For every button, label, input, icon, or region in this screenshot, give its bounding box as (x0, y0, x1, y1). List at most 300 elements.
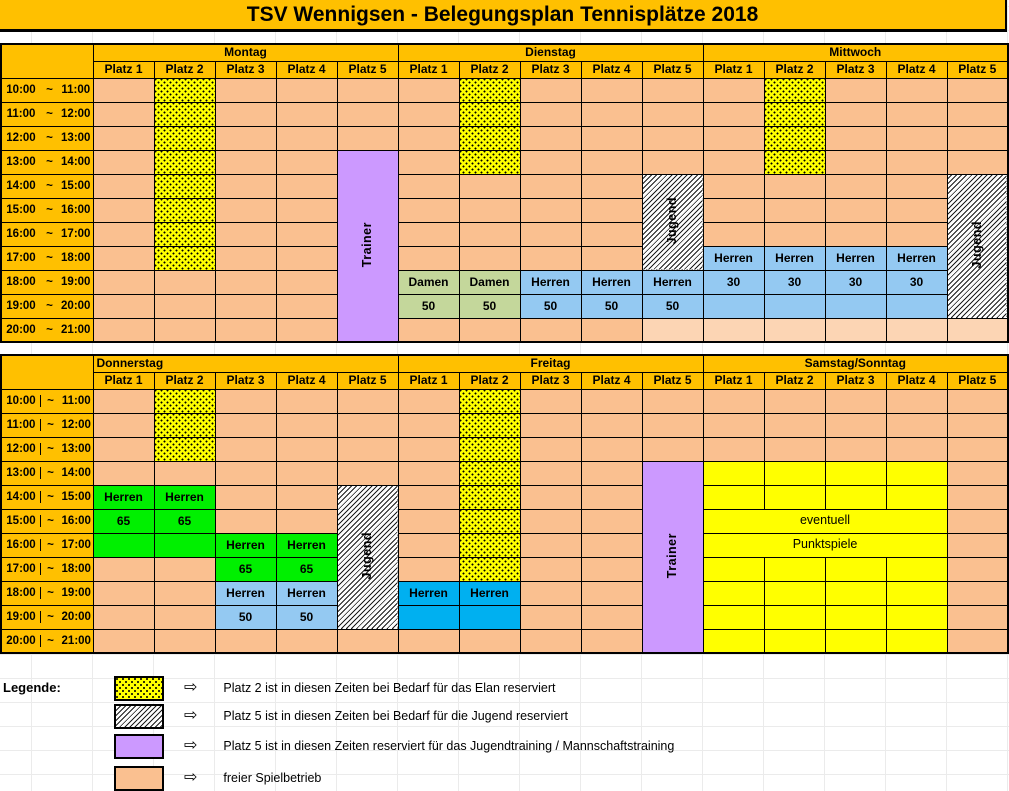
dienstag-platz1-r7[interactable] (398, 246, 459, 270)
dienstag-platz2-r7[interactable] (459, 246, 520, 270)
dienstag-platz4-r2[interactable] (581, 126, 642, 150)
montag-platz1-r9[interactable] (93, 294, 154, 318)
montag-platz2-r2[interactable] (154, 126, 215, 150)
freitag-platz3-r0[interactable] (520, 389, 581, 413)
time-label-1700[interactable]: 17:00 ~ 18:00 (1, 557, 93, 581)
time-label-1100[interactable]: 11:00 ~ 12:00 (1, 102, 93, 126)
dienstag-platz4-r6[interactable] (581, 222, 642, 246)
montag-platz2-r10[interactable] (154, 318, 215, 342)
dienstag-platz1-r10[interactable] (398, 318, 459, 342)
montag-platz4-r9[interactable] (276, 294, 337, 318)
mittwoch-platz3-r2[interactable] (825, 126, 886, 150)
samstag-sonntag-platz4-r3[interactable] (886, 461, 947, 485)
dienstag-platz2-r10[interactable] (459, 318, 520, 342)
freitag-platz2-r3[interactable] (459, 461, 520, 485)
montag-platz1-r4[interactable] (93, 174, 154, 198)
platz-header-mittwoch-2[interactable]: Platz 2 (764, 61, 825, 78)
freitag-platz1-r10[interactable] (398, 629, 459, 653)
montag-platz4-r2[interactable] (276, 126, 337, 150)
time-label-1000[interactable]: 10:00 ~ 11:00 (1, 78, 93, 102)
donnerstag-platz1-r6[interactable] (93, 533, 154, 557)
samstag-sonntag-platz4-r8[interactable] (886, 581, 947, 605)
samstag-sonntag-platz2-r10[interactable] (764, 629, 825, 653)
freitag-platz2-r1[interactable] (459, 413, 520, 437)
montag-platz5-r2[interactable] (337, 126, 398, 150)
samstag-sonntag-platz3-r9[interactable] (825, 605, 886, 629)
platz-header-freitag-5[interactable]: Platz 5 (642, 372, 703, 389)
freitag-platz1-r3[interactable] (398, 461, 459, 485)
samstag-sonntag-platz4-r10[interactable] (886, 629, 947, 653)
platz-header-dienstag-4[interactable]: Platz 4 (581, 61, 642, 78)
day-header-montag[interactable]: Montag (93, 44, 398, 61)
platz-header-freitag-3[interactable]: Platz 3 (520, 372, 581, 389)
mittwoch-platz3-r9[interactable] (825, 294, 886, 318)
platz-header-dienstag-3[interactable]: Platz 3 (520, 61, 581, 78)
freitag-platz3-r5[interactable] (520, 509, 581, 533)
donnerstag-platz1-r4[interactable] (93, 485, 154, 509)
day-header-donnerstag[interactable]: Donnerstag (93, 355, 398, 372)
donnerstag-platz3-r8[interactable] (215, 581, 276, 605)
freitag-platz1-r9[interactable] (398, 605, 459, 629)
donnerstag-platz5-r0[interactable] (337, 389, 398, 413)
dienstag-platz5-r1[interactable] (642, 102, 703, 126)
donnerstag-platz1-r2[interactable] (93, 437, 154, 461)
freitag-platz2-r5[interactable] (459, 509, 520, 533)
time-label-1600[interactable]: 16:00 ~ 17:00 (1, 533, 93, 557)
montag-platz1-r1[interactable] (93, 102, 154, 126)
samstag-sonntag-platz3-r2[interactable] (825, 437, 886, 461)
samstag-sonntag-platz3-r7[interactable] (825, 557, 886, 581)
mittwoch-platz3-r6[interactable] (825, 222, 886, 246)
time-label-1200[interactable]: 12:00 ~ 13:00 (1, 437, 93, 461)
montag-platz4-r5[interactable] (276, 198, 337, 222)
montag-platz3-r9[interactable] (215, 294, 276, 318)
platz-header-montag-2[interactable]: Platz 2 (154, 61, 215, 78)
freitag-platz4-r5[interactable] (581, 509, 642, 533)
dienstag-platz2-r6[interactable] (459, 222, 520, 246)
platz-header-montag-3[interactable]: Platz 3 (215, 61, 276, 78)
mittwoch-platz4-r10[interactable] (886, 318, 947, 342)
mittwoch-platz5-r1[interactable] (947, 102, 1008, 126)
donnerstag-platz3-r4[interactable] (215, 485, 276, 509)
mittwoch-platz2-r1[interactable] (764, 102, 825, 126)
dienstag-platz2-r4[interactable] (459, 174, 520, 198)
montag-platz3-r3[interactable] (215, 150, 276, 174)
samstag-sonntag-platz1-r0[interactable] (703, 389, 764, 413)
freitag-platz4-r1[interactable] (581, 413, 642, 437)
day-header-mittwoch[interactable]: Mittwoch (703, 44, 1008, 61)
montag-platz3-r8[interactable] (215, 270, 276, 294)
samstag-sonntag-platz3-r3[interactable] (825, 461, 886, 485)
platz-header-mittwoch-1[interactable]: Platz 1 (703, 61, 764, 78)
time-label-1800[interactable]: 18:00 ~ 19:00 (1, 581, 93, 605)
time-label-1500[interactable]: 15:00 ~ 16:00 (1, 509, 93, 533)
dienstag-platz1-r2[interactable] (398, 126, 459, 150)
samstag-sonntag-platz5-r2[interactable] (947, 437, 1008, 461)
donnerstag-platz1-r3[interactable] (93, 461, 154, 485)
freitag-platz3-r9[interactable] (520, 605, 581, 629)
donnerstag-platz1-r1[interactable] (93, 413, 154, 437)
time-label-1000[interactable]: 10:00 ~ 11:00 (1, 389, 93, 413)
montag-platz4-r4[interactable] (276, 174, 337, 198)
mittwoch-platz4-r4[interactable] (886, 174, 947, 198)
montag-platz2-r5[interactable] (154, 198, 215, 222)
mittwoch-platz2-r6[interactable] (764, 222, 825, 246)
samstag-sonntag-platz5-r4[interactable] (947, 485, 1008, 509)
time-label-1600[interactable]: 16:00 ~ 17:00 (1, 222, 93, 246)
freitag-platz2-r0[interactable] (459, 389, 520, 413)
montag-platz5-r0[interactable] (337, 78, 398, 102)
mittwoch-platz1-r10[interactable] (703, 318, 764, 342)
montag-platz4-r6[interactable] (276, 222, 337, 246)
mittwoch-platz5-r10[interactable] (947, 318, 1008, 342)
samstag-sonntag-platz1-r4[interactable] (703, 485, 764, 509)
dienstag-platz4-r1[interactable] (581, 102, 642, 126)
platz-header-dienstag-5[interactable]: Platz 5 (642, 61, 703, 78)
montag-platz1-r10[interactable] (93, 318, 154, 342)
montag-platz3-r6[interactable] (215, 222, 276, 246)
donnerstag-platz4-r9[interactable] (276, 605, 337, 629)
platz-header-donnerstag-4[interactable]: Platz 4 (276, 372, 337, 389)
dienstag-platz3-r3[interactable] (520, 150, 581, 174)
donnerstag-platz4-r8[interactable] (276, 581, 337, 605)
samstag-sonntag-platz1-r1[interactable] (703, 413, 764, 437)
mittwoch-platz1-r7[interactable] (703, 246, 764, 270)
samstag-sonntag-platz2-r9[interactable] (764, 605, 825, 629)
samstag-sonntag-platz2-r1[interactable] (764, 413, 825, 437)
platz-header-samstag-sonntag-1[interactable]: Platz 1 (703, 372, 764, 389)
mittwoch-platz2-r9[interactable] (764, 294, 825, 318)
platz-header-donnerstag-1[interactable]: Platz 1 (93, 372, 154, 389)
freitag-platz4-r7[interactable] (581, 557, 642, 581)
time-label-1800[interactable]: 18:00 ~ 19:00 (1, 270, 93, 294)
platz-header-donnerstag-3[interactable]: Platz 3 (215, 372, 276, 389)
donnerstag-platz2-r10[interactable] (154, 629, 215, 653)
time-label-1900[interactable]: 19:00 ~ 20:00 (1, 605, 93, 629)
samstag-sonntag-platz1-r2[interactable] (703, 437, 764, 461)
donnerstag-platz2-r4[interactable] (154, 485, 215, 509)
dienstag-platz5-r8[interactable] (642, 270, 703, 294)
samstag-sonntag-platz1-r8[interactable] (703, 581, 764, 605)
mittwoch-platz2-r2[interactable] (764, 126, 825, 150)
donnerstag-jugend-block[interactable] (337, 485, 398, 629)
montag-platz2-r1[interactable] (154, 102, 215, 126)
dienstag-platz3-r9[interactable] (520, 294, 581, 318)
freitag-trainer-block[interactable] (642, 461, 703, 653)
samstag-sonntag-platz5-r0[interactable] (947, 389, 1008, 413)
freitag-platz4-r8[interactable] (581, 581, 642, 605)
freitag-platz3-r6[interactable] (520, 533, 581, 557)
mittwoch-platz3-r5[interactable] (825, 198, 886, 222)
dienstag-platz4-r7[interactable] (581, 246, 642, 270)
donnerstag-platz5-r3[interactable] (337, 461, 398, 485)
donnerstag-platz5-r2[interactable] (337, 437, 398, 461)
mittwoch-platz4-r9[interactable] (886, 294, 947, 318)
mittwoch-platz4-r0[interactable] (886, 78, 947, 102)
montag-platz1-r5[interactable] (93, 198, 154, 222)
montag-platz2-r9[interactable] (154, 294, 215, 318)
mittwoch-platz3-r7[interactable] (825, 246, 886, 270)
mittwoch-platz3-r8[interactable] (825, 270, 886, 294)
dienstag-platz5-r9[interactable] (642, 294, 703, 318)
freitag-platz3-r4[interactable] (520, 485, 581, 509)
time-label-1200[interactable]: 12:00 ~ 13:00 (1, 126, 93, 150)
freitag-platz4-r6[interactable] (581, 533, 642, 557)
platz-header-freitag-4[interactable]: Platz 4 (581, 372, 642, 389)
mittwoch-platz2-r3[interactable] (764, 150, 825, 174)
dienstag-platz1-r1[interactable] (398, 102, 459, 126)
montag-platz3-r7[interactable] (215, 246, 276, 270)
freitag-platz2-r4[interactable] (459, 485, 520, 509)
samstag-sonntag-platz3-r4[interactable] (825, 485, 886, 509)
montag-platz2-r7[interactable] (154, 246, 215, 270)
dienstag-platz1-r9[interactable] (398, 294, 459, 318)
freitag-platz5-r2[interactable] (642, 437, 703, 461)
samstag-sonntag-platz3-r10[interactable] (825, 629, 886, 653)
corner-cell[interactable] (1, 355, 93, 389)
samstag-sonntag-platz1-r3[interactable] (703, 461, 764, 485)
samstag-sonntag-platz4-r4[interactable] (886, 485, 947, 509)
platz-header-dienstag-1[interactable]: Platz 1 (398, 61, 459, 78)
dienstag-platz2-r0[interactable] (459, 78, 520, 102)
donnerstag-platz2-r8[interactable] (154, 581, 215, 605)
donnerstag-platz3-r6[interactable] (215, 533, 276, 557)
mittwoch-platz3-r3[interactable] (825, 150, 886, 174)
freitag-platz1-r2[interactable] (398, 437, 459, 461)
day-header-freitag[interactable]: Freitag (398, 355, 703, 372)
samstag-sonntag-platz3-r8[interactable] (825, 581, 886, 605)
platz-header-donnerstag-2[interactable]: Platz 2 (154, 372, 215, 389)
freitag-platz3-r2[interactable] (520, 437, 581, 461)
samstag-sonntag-platz5-r9[interactable] (947, 605, 1008, 629)
mittwoch-platz2-r8[interactable] (764, 270, 825, 294)
samstag-sonntag-platz5-r6[interactable] (947, 533, 1008, 557)
time-label-2000[interactable]: 20:00 ~ 21:00 (1, 318, 93, 342)
dienstag-platz3-r7[interactable] (520, 246, 581, 270)
freitag-platz2-r9[interactable] (459, 605, 520, 629)
freitag-platz4-r9[interactable] (581, 605, 642, 629)
mittwoch-platz1-r9[interactable] (703, 294, 764, 318)
dienstag-platz2-r5[interactable] (459, 198, 520, 222)
time-label-1900[interactable]: 19:00 ~ 20:00 (1, 294, 93, 318)
samstag-sonntag-platz2-r7[interactable] (764, 557, 825, 581)
donnerstag-platz3-r3[interactable] (215, 461, 276, 485)
freitag-platz3-r7[interactable] (520, 557, 581, 581)
dienstag-platz1-r0[interactable] (398, 78, 459, 102)
day-header-samstag-sonntag[interactable]: Samstag/Sonntag (703, 355, 1008, 372)
dienstag-platz3-r4[interactable] (520, 174, 581, 198)
mittwoch-platz5-r2[interactable] (947, 126, 1008, 150)
platz-header-mittwoch-4[interactable]: Platz 4 (886, 61, 947, 78)
samstag-sonntag-platz2-r8[interactable] (764, 581, 825, 605)
donnerstag-platz3-r0[interactable] (215, 389, 276, 413)
montag-platz1-r8[interactable] (93, 270, 154, 294)
mittwoch-platz1-r5[interactable] (703, 198, 764, 222)
montag-platz3-r4[interactable] (215, 174, 276, 198)
samstag-sonntag-platz3-r0[interactable] (825, 389, 886, 413)
platz-header-samstag-sonntag-5[interactable]: Platz 5 (947, 372, 1008, 389)
freitag-platz2-r10[interactable] (459, 629, 520, 653)
time-label-1400[interactable]: 14:00 ~ 15:00 (1, 174, 93, 198)
montag-platz1-r0[interactable] (93, 78, 154, 102)
dienstag-platz3-r10[interactable] (520, 318, 581, 342)
dienstag-platz5-r3[interactable] (642, 150, 703, 174)
mittwoch-platz1-r4[interactable] (703, 174, 764, 198)
donnerstag-platz3-r10[interactable] (215, 629, 276, 653)
donnerstag-platz2-r0[interactable] (154, 389, 215, 413)
donnerstag-platz3-r7[interactable] (215, 557, 276, 581)
donnerstag-platz1-r10[interactable] (93, 629, 154, 653)
montag-platz4-r0[interactable] (276, 78, 337, 102)
montag-platz2-r6[interactable] (154, 222, 215, 246)
samstag-sonntag-platz5-r10[interactable] (947, 629, 1008, 653)
mittwoch-platz1-r1[interactable] (703, 102, 764, 126)
freitag-platz4-r10[interactable] (581, 629, 642, 653)
freitag-platz1-r8[interactable] (398, 581, 459, 605)
donnerstag-platz2-r7[interactable] (154, 557, 215, 581)
platz-header-montag-1[interactable]: Platz 1 (93, 61, 154, 78)
day-header-dienstag[interactable]: Dienstag (398, 44, 703, 61)
freitag-platz5-r1[interactable] (642, 413, 703, 437)
montag-platz4-r1[interactable] (276, 102, 337, 126)
donnerstag-platz1-r0[interactable] (93, 389, 154, 413)
dienstag-platz4-r9[interactable] (581, 294, 642, 318)
donnerstag-platz3-r1[interactable] (215, 413, 276, 437)
platz-header-mittwoch-5[interactable]: Platz 5 (947, 61, 1008, 78)
samstag-sonntag-platz2-r3[interactable] (764, 461, 825, 485)
montag-platz2-r0[interactable] (154, 78, 215, 102)
mittwoch-platz4-r1[interactable] (886, 102, 947, 126)
donnerstag-platz4-r1[interactable] (276, 413, 337, 437)
montag-platz2-r3[interactable] (154, 150, 215, 174)
mittwoch-platz4-r7[interactable] (886, 246, 947, 270)
montag-platz1-r7[interactable] (93, 246, 154, 270)
mittwoch-platz2-r7[interactable] (764, 246, 825, 270)
dienstag-platz3-r6[interactable] (520, 222, 581, 246)
samstag-sonntag-punktspiele-row[interactable] (703, 533, 947, 557)
dienstag-platz3-r5[interactable] (520, 198, 581, 222)
montag-platz3-r1[interactable] (215, 102, 276, 126)
platz-header-montag-4[interactable]: Platz 4 (276, 61, 337, 78)
donnerstag-platz1-r9[interactable] (93, 605, 154, 629)
samstag-sonntag-platz4-r2[interactable] (886, 437, 947, 461)
mittwoch-platz4-r6[interactable] (886, 222, 947, 246)
freitag-platz4-r4[interactable] (581, 485, 642, 509)
dienstag-platz1-r6[interactable] (398, 222, 459, 246)
mittwoch-platz2-r0[interactable] (764, 78, 825, 102)
platz-header-freitag-2[interactable]: Platz 2 (459, 372, 520, 389)
dienstag-platz1-r4[interactable] (398, 174, 459, 198)
freitag-platz1-r0[interactable] (398, 389, 459, 413)
donnerstag-platz4-r2[interactable] (276, 437, 337, 461)
montag-platz3-r5[interactable] (215, 198, 276, 222)
donnerstag-platz4-r3[interactable] (276, 461, 337, 485)
dienstag-platz2-r2[interactable] (459, 126, 520, 150)
freitag-platz3-r1[interactable] (520, 413, 581, 437)
montag-platz3-r10[interactable] (215, 318, 276, 342)
montag-platz3-r0[interactable] (215, 78, 276, 102)
mittwoch-platz2-r10[interactable] (764, 318, 825, 342)
mittwoch-platz3-r1[interactable] (825, 102, 886, 126)
donnerstag-platz4-r6[interactable] (276, 533, 337, 557)
dienstag-platz5-r0[interactable] (642, 78, 703, 102)
mittwoch-platz5-r3[interactable] (947, 150, 1008, 174)
montag-platz2-r4[interactable] (154, 174, 215, 198)
samstag-sonntag-eventuell-row[interactable] (703, 509, 947, 533)
freitag-platz2-r8[interactable] (459, 581, 520, 605)
freitag-platz4-r0[interactable] (581, 389, 642, 413)
montag-platz2-r8[interactable] (154, 270, 215, 294)
donnerstag-platz3-r5[interactable] (215, 509, 276, 533)
samstag-sonntag-platz4-r9[interactable] (886, 605, 947, 629)
donnerstag-platz2-r9[interactable] (154, 605, 215, 629)
donnerstag-platz5-r1[interactable] (337, 413, 398, 437)
freitag-platz3-r10[interactable] (520, 629, 581, 653)
samstag-sonntag-platz5-r1[interactable] (947, 413, 1008, 437)
platz-header-dienstag-2[interactable]: Platz 2 (459, 61, 520, 78)
samstag-sonntag-platz4-r1[interactable] (886, 413, 947, 437)
mittwoch-platz4-r2[interactable] (886, 126, 947, 150)
freitag-platz1-r4[interactable] (398, 485, 459, 509)
donnerstag-platz4-r10[interactable] (276, 629, 337, 653)
freitag-platz4-r3[interactable] (581, 461, 642, 485)
time-label-1500[interactable]: 15:00 ~ 16:00 (1, 198, 93, 222)
platz-header-donnerstag-5[interactable]: Platz 5 (337, 372, 398, 389)
dienstag-platz5-r2[interactable] (642, 126, 703, 150)
montag-platz1-r6[interactable] (93, 222, 154, 246)
samstag-sonntag-platz5-r3[interactable] (947, 461, 1008, 485)
samstag-sonntag-platz1-r10[interactable] (703, 629, 764, 653)
donnerstag-platz5-r10[interactable] (337, 629, 398, 653)
donnerstag-platz1-r8[interactable] (93, 581, 154, 605)
samstag-sonntag-platz2-r2[interactable] (764, 437, 825, 461)
donnerstag-platz2-r6[interactable] (154, 533, 215, 557)
freitag-platz4-r2[interactable] (581, 437, 642, 461)
dienstag-jugend-block[interactable] (642, 174, 703, 270)
montag-platz4-r7[interactable] (276, 246, 337, 270)
donnerstag-platz4-r0[interactable] (276, 389, 337, 413)
time-label-1400[interactable]: 14:00 ~ 15:00 (1, 485, 93, 509)
montag-platz1-r3[interactable] (93, 150, 154, 174)
dienstag-platz4-r3[interactable] (581, 150, 642, 174)
donnerstag-platz1-r5[interactable] (93, 509, 154, 533)
dienstag-platz2-r9[interactable] (459, 294, 520, 318)
dienstag-platz1-r5[interactable] (398, 198, 459, 222)
samstag-sonntag-platz1-r9[interactable] (703, 605, 764, 629)
samstag-sonntag-platz4-r7[interactable] (886, 557, 947, 581)
freitag-platz1-r5[interactable] (398, 509, 459, 533)
samstag-sonntag-platz5-r8[interactable] (947, 581, 1008, 605)
platz-header-freitag-1[interactable]: Platz 1 (398, 372, 459, 389)
montag-platz4-r3[interactable] (276, 150, 337, 174)
dienstag-platz5-r10[interactable] (642, 318, 703, 342)
mittwoch-platz1-r6[interactable] (703, 222, 764, 246)
montag-platz1-r2[interactable] (93, 126, 154, 150)
time-label-1700[interactable]: 17:00 ~ 18:00 (1, 246, 93, 270)
mittwoch-platz1-r3[interactable] (703, 150, 764, 174)
dienstag-platz3-r8[interactable] (520, 270, 581, 294)
donnerstag-platz2-r1[interactable] (154, 413, 215, 437)
freitag-platz1-r7[interactable] (398, 557, 459, 581)
freitag-platz2-r2[interactable] (459, 437, 520, 461)
donnerstag-platz4-r7[interactable] (276, 557, 337, 581)
dienstag-platz4-r10[interactable] (581, 318, 642, 342)
time-label-1100[interactable]: 11:00 ~ 12:00 (1, 413, 93, 437)
dienstag-platz3-r0[interactable] (520, 78, 581, 102)
mittwoch-platz3-r10[interactable] (825, 318, 886, 342)
samstag-sonntag-platz5-r7[interactable] (947, 557, 1008, 581)
dienstag-platz2-r1[interactable] (459, 102, 520, 126)
